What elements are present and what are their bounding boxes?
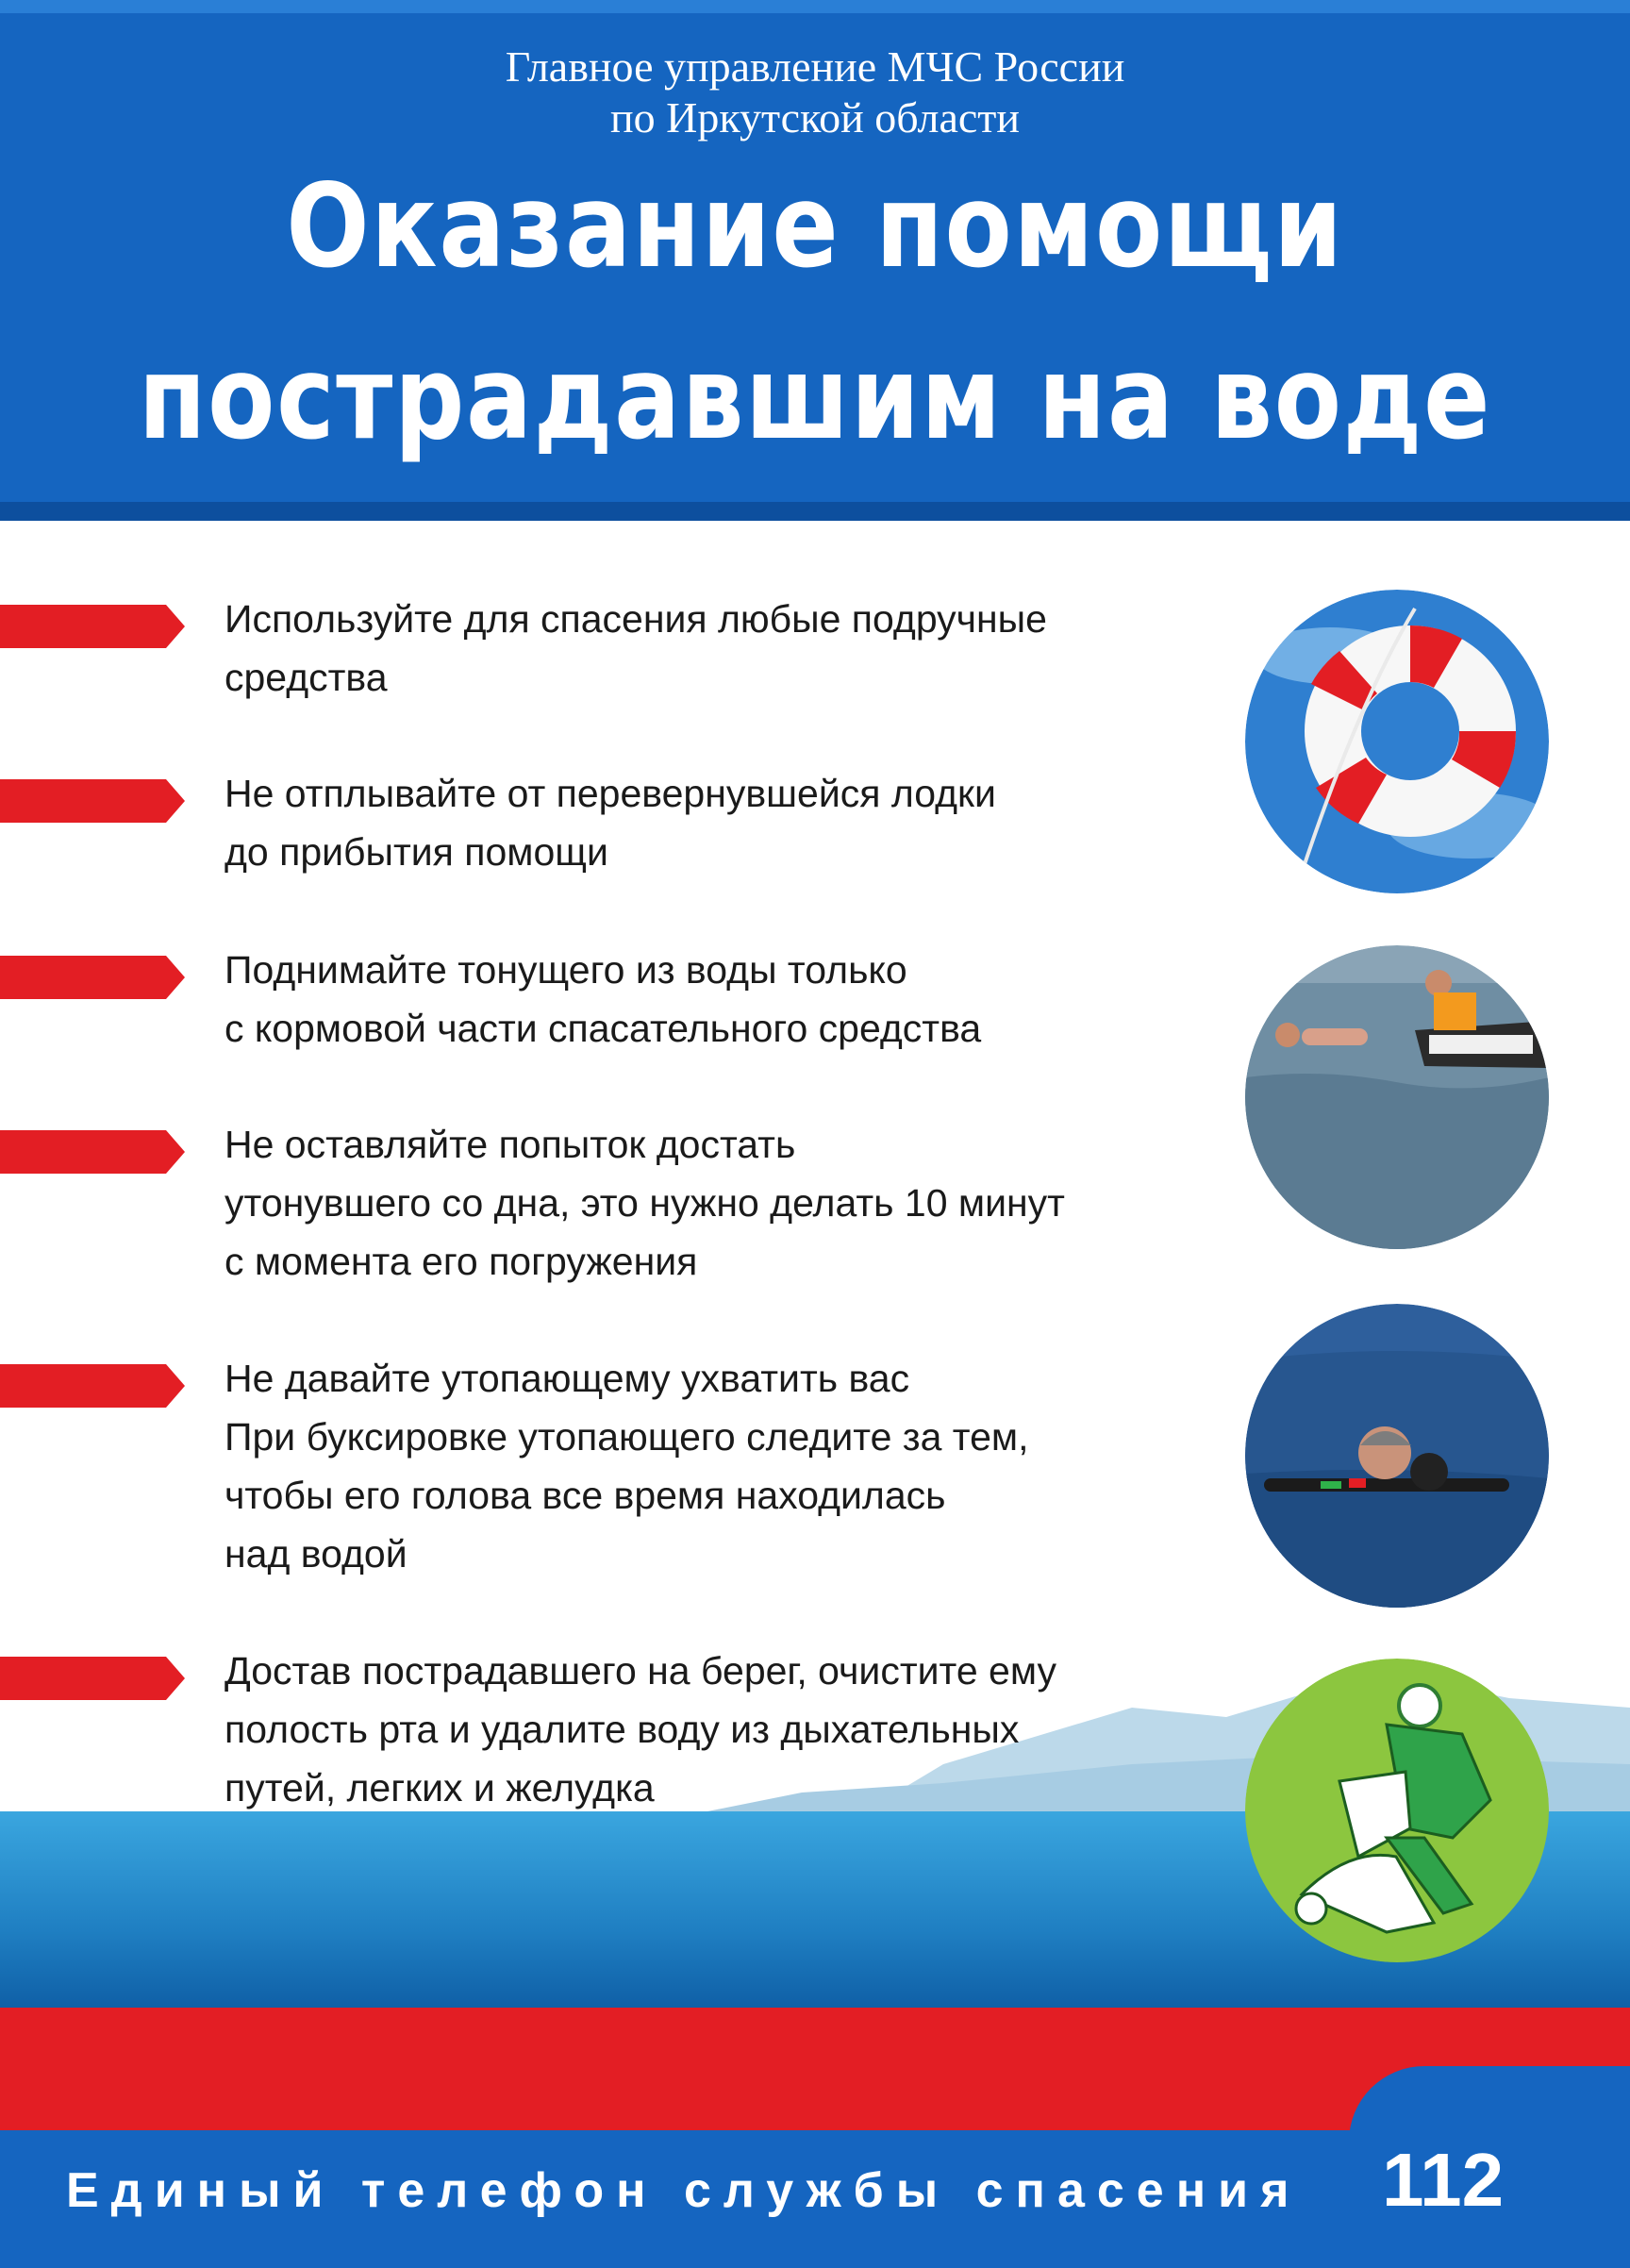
advice-text — [225, 1349, 1215, 1583]
header-top-strip — [0, 0, 1630, 13]
towing-swimmer-image — [1245, 1304, 1549, 1608]
advice-line: Не отплывайте от перевернувшейся лодки — [225, 772, 996, 815]
advice-line: чтобы его голова все время находилась — [225, 1474, 946, 1517]
advice-line: средства — [225, 656, 388, 699]
advice-line: Не давайте утопающему ухватить вас — [225, 1357, 910, 1400]
advice-line: При буксировке утопающего следите за тем, — [225, 1415, 1029, 1459]
advice-text — [225, 1115, 1215, 1291]
emergency-phone-label: Единый телефон службы спасения — [66, 2163, 1302, 2218]
advice-text — [225, 941, 1215, 1058]
advice-line: Используйте для спасения любые подручные — [225, 597, 1047, 641]
boat-rescue-image — [1245, 945, 1549, 1249]
advice-line: путей, легких и желудка — [225, 1766, 655, 1809]
first-aid-image — [1245, 1659, 1549, 1962]
red-arrow-icon — [0, 1657, 185, 1700]
advice-line: полость рта и удалите воду из дыхательных — [225, 1708, 1020, 1751]
red-arrow-icon — [0, 605, 185, 648]
advice-line: Не оставляйте попыток достать — [225, 1123, 796, 1166]
emergency-phone-number: 112 — [1382, 2138, 1505, 2222]
page-title-line-1: Оказание помощи — [286, 159, 1344, 293]
organization-line-1: Главное управление МЧС России — [505, 42, 1125, 91]
advice-line: с момента его погружения — [225, 1240, 698, 1283]
advice-line: с кормовой части спасательного средства — [225, 1007, 982, 1050]
advice-line: Поднимайте тонущего из воды только — [225, 948, 907, 992]
advice-line: утонувшего со дна, это нужно делать 10 минут — [225, 1181, 1065, 1225]
header-banner — [0, 0, 1630, 521]
lifebuoy-image — [1245, 590, 1549, 893]
advice-text — [225, 764, 1215, 881]
advice-text — [225, 590, 1215, 707]
page-title-line-2: пострадавшим на воде — [138, 331, 1492, 465]
advice-line: до прибытия помощи — [225, 830, 608, 874]
red-arrow-icon — [0, 956, 185, 999]
red-arrow-icon — [0, 1130, 185, 1174]
advice-text — [225, 1642, 1215, 1817]
red-arrow-icon — [0, 779, 185, 823]
red-arrow-icon — [0, 1364, 185, 1408]
advice-line: над водой — [225, 1532, 408, 1576]
header-bottom-edge — [0, 502, 1630, 521]
advice-line: Достав пострадавшего на берег, очистите ему — [225, 1649, 1056, 1693]
organization-line-2: по Иркутской области — [609, 93, 1020, 142]
